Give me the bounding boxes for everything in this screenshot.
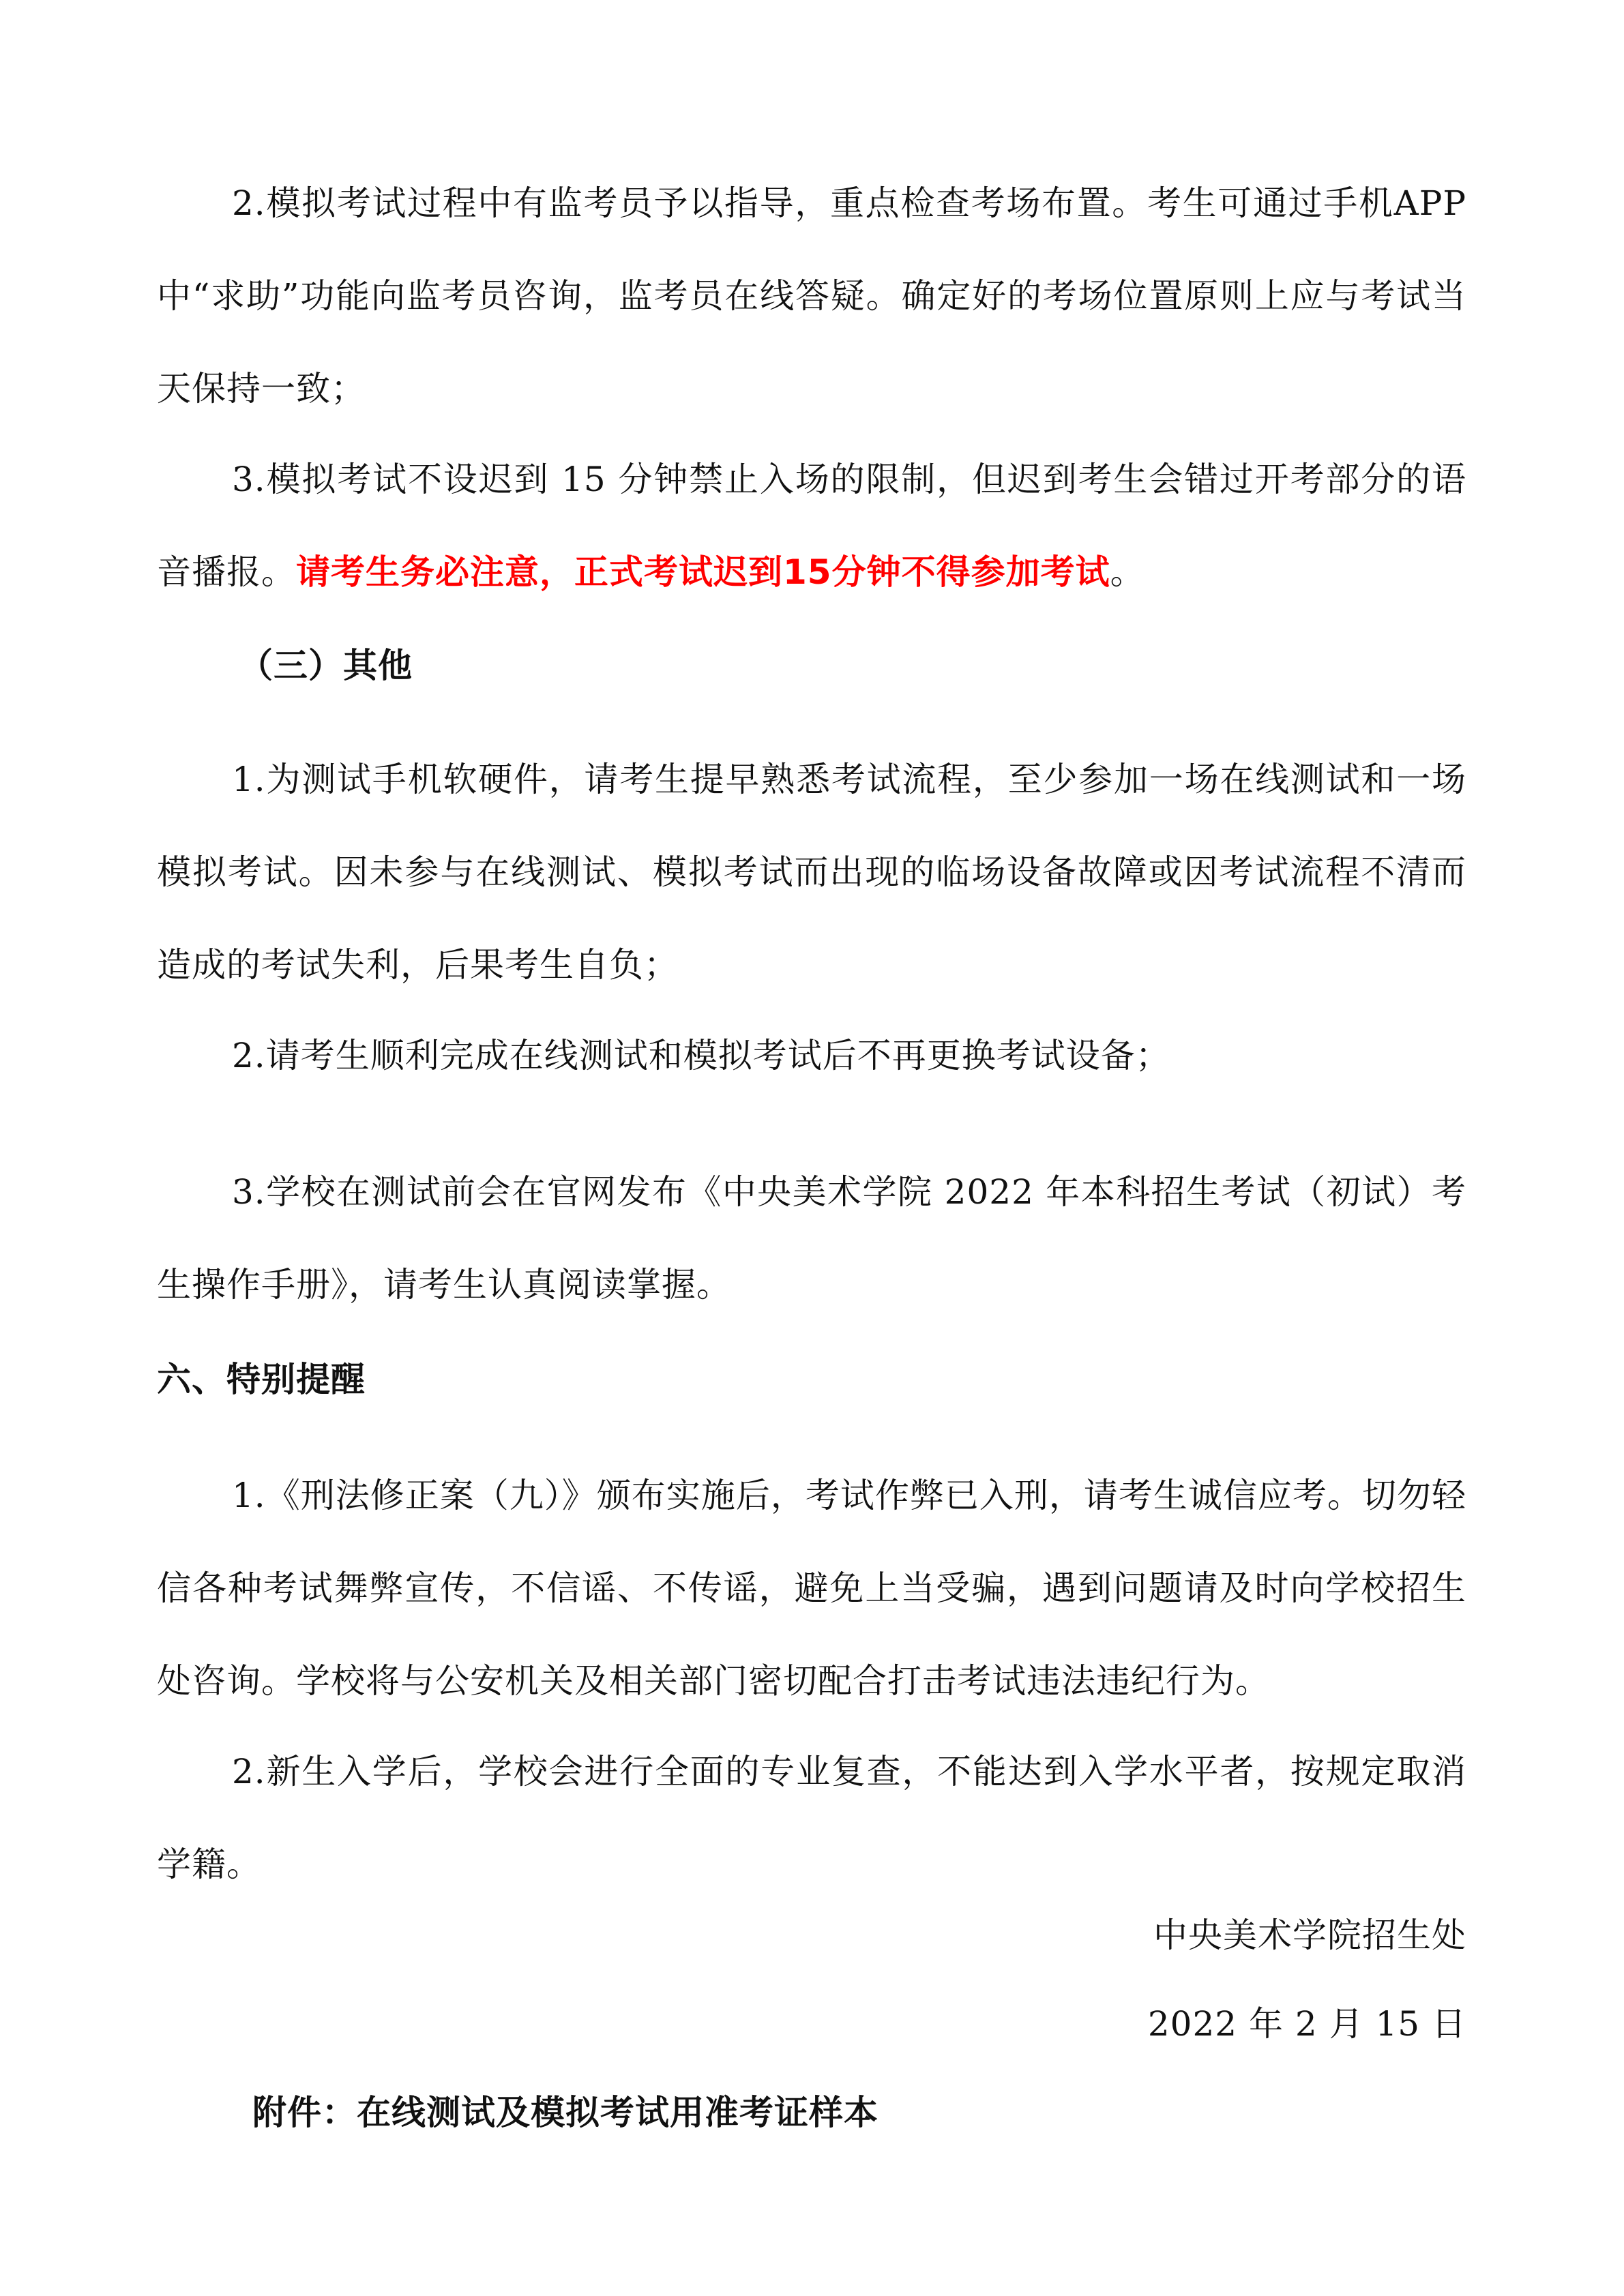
paragraph-b-item-2: 2.模拟考试过程中有监考员予以指导，重点检查考场布置。考生可通过手机APP中“求助”功能向监考员咨询，监考员在线答疑。确定好的考场位置原则上应与考试当天保持一致；: [157, 183, 1466, 408]
signature-date: 2022 年 2 月 15 日: [1147, 2004, 1466, 2044]
paragraph-b-item-3-end: 。: [1110, 552, 1145, 592]
paragraph-6-item-2: 2.新生入学后，学校会进行全面的专业复查，不能达到入学水平者，按规定取消学籍。: [157, 1752, 1466, 1884]
attachment-note: 附件：在线测试及模拟考试用准考证样本: [252, 2093, 879, 2132]
paragraph-b-item-3-text: 3.模拟考试不设迟到 15 分钟禁止入场的限制，但迟到考生会错过开考部分的语音播报。: [157, 460, 1466, 592]
section-c-heading: （三）其他: [239, 646, 413, 685]
section-6-heading: 六、特别提醒: [157, 1360, 366, 1399]
late-warning-text: 请考生务必注意，正式考试迟到15分钟不得参加考试: [296, 552, 1110, 592]
paragraph-c-item-3: 3.学校在测试前会在官网发布《中央美术学院 2022 年本科招生考试（初试）考生操作手册》，请考生认真阅读掌握。: [157, 1172, 1466, 1304]
paragraph-c-item-1: 1.为测试手机软硬件，请考生提早熟悉考试流程，至少参加一场在线测试和一场模拟考试。因未参与在线测试、模拟考试而出现的临场设备故障或因考试流程不清而造成的考试失利，后果考生自负；: [157, 760, 1466, 985]
paragraph-b-item-3: [157, 433, 1466, 618]
paragraph-c-item-2: 2.请考生顺利完成在线测试和模拟考试后不再更换考试设备；: [232, 1036, 1170, 1075]
signature-org: 中央美术学院招生处: [1153, 1915, 1466, 1955]
paragraph-6-item-1: 1.《刑法修正案（九）》颁布实施后，考试作弊已入刑，请考生诚信应考。切勿轻信各种考试舞弊宣传，不信谣、不传谣，避免上当受骗，遇到问题请及时向学校招生处咨询。学校将与公安机关及相关部门密切配合打击考试违法违纪行为。: [157, 1476, 1466, 1701]
document-page: [157, 0, 1466, 2296]
